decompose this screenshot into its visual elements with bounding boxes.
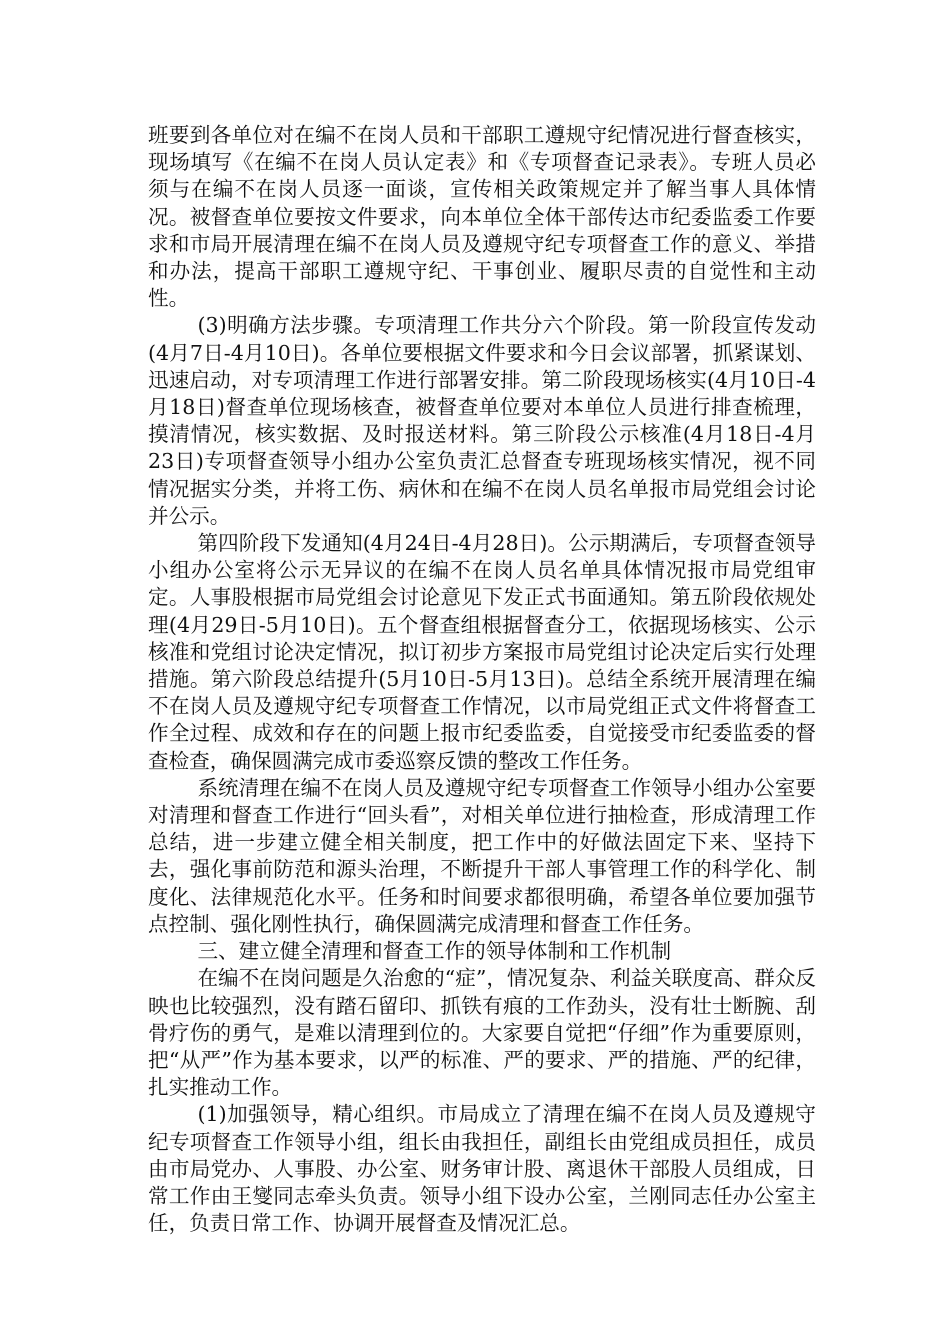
paragraph-special-team-verification: 班要到各单位对在编不在岗人员和干部职工遵规守纪情况进行督查核实，现场填写《在编不在岗人员认定表》和《专项督查记录表》。专班人员必须与在编不在岗人员逐一面谈，宣传相关政策规定并了解当事人具体情况。被督查单位要按文件要求，向本单位全体干部传达市纪委监委工作要求和市局开展清理在编不在岗人员及遵规守纪专项督查工作的意义、举措和办法，提高干部职工遵规守纪、干事创业、履职尽责的自觉性和主动性。 — [148, 123, 816, 311]
paragraph-problem-description: 在编不在岗问题是久治愈的“症”，情况复杂、利益关联度高、群众反映也比较强烈，没有踏石留印、抓铁有痕的工作劲头，没有壮士断腕、刮骨疗伤的勇气，是难以清理到位的。大家要自觉把“仔细”作为重要原则，把“从严”作为基本要求，以严的标准、严的要求、严的措施、严的纪律，扎实推动工作。 — [148, 966, 816, 1100]
paragraph-method-steps: (3)明确方法步骤。专项清理工作共分六个阶段。第一阶段宣传发动(4月7日-4月10日)。各单位要根据文件要求和今日会议部署，抓紧谋划、迅速启动，对专项清理工作进行部署安排。第二阶段现场核实(4月10日-4月18日)督查单位现场核查，被督查单位要对本单位人员进行排查梳理，摸清情况，核实数据、及时报送材料。第三阶段公示核准(4月18日-4月23日)专项督查领导小组办公室负责汇总督查专班现场核实情况，视不同情况据实分类，并将工伤、病休和在编不在岗人员名单报市局党组会讨论并公示。 — [148, 313, 816, 528]
section-heading-three: 三、建立健全清理和督查工作的领导体制和工作机制 — [197, 939, 672, 964]
paragraph-phase-four-to-six: 第四阶段下发通知(4月24日-4月28日)。公示期满后，专项督查领导小组办公室将公示无异议的在编不在岗人员名单具体情况报市局党组审定。人事股根据市局党组会讨论意见下发正式书面通知。第五阶段依规处理(4月29日-5月10日)。五个督查组根据督查分工，依据现场核实、公示核准和党组讨论决定情况，拟订初步方案报市局党组讨论决定后实行处理措施。第六阶段总结提升(5月10日-5月13日)。总结全系统开展清理在编不在岗人员及遵规守纪专项督查工作情况，以市局党组正式文件将督查工作全过程、成效和存在的问题上报市纪委监委，自觉接受市纪委监委的督查检查，确保圆满完成市委巡察反馈的整改工作任务。 — [148, 531, 816, 773]
paragraph-leadership-organization: (1)加强领导，精心组织。市局成立了清理在编不在岗人员及遵规守纪专项督查工作领导小组，组长由我担任，副组长由党组成员担任，成员由市局党办、人事股、办公室、财务审计股、离退休干部股人员组成，日常工作由王燮同志牵头负责。领导小组下设办公室，兰刚同志任办公室主任，负责日常工作、协调开展督查及情况汇总。 — [148, 1102, 816, 1236]
document-body — [148, 122, 816, 1237]
paragraph-review-office: 系统清理在编不在岗人员及遵规守纪专项督查工作领导小组办公室要对清理和督查工作进行“回头看”，对相关单位进行抽检查，形成清理工作总结，进一步建立健全相关制度，把工作中的好做法固定下来、坚持下去，强化事前防范和源头治理，不断提升干部人事管理工作的科学化、制度化、法律规范化水平。任务和时间要求都很明确，希望各单位要加强节点控制、强化刚性执行，确保圆满完成清理和督查工作任务。 — [148, 775, 816, 936]
